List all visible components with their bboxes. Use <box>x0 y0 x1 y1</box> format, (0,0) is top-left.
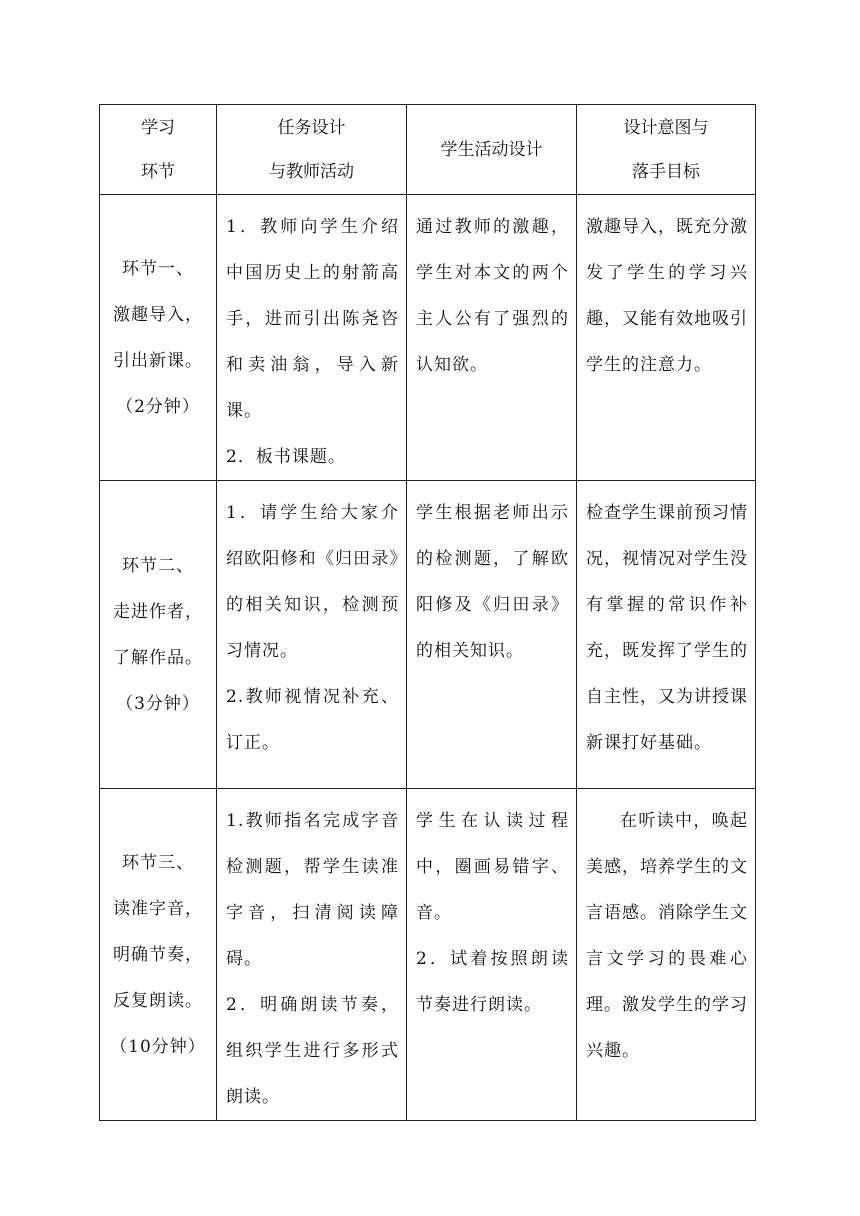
stage-line: （2分钟） <box>116 396 200 417</box>
stage-line: 读准字音， <box>113 898 203 919</box>
table-row <box>100 481 756 789</box>
stage-line: 环节一、 <box>122 258 194 279</box>
stage-line: （10分钟） <box>110 1036 206 1057</box>
teacher-item: 1.教师指名完成字音检测题，帮学生读准字音，扫清阅读障碍。 <box>226 811 399 969</box>
stage-cell <box>100 195 217 481</box>
header-teacher-line-1: 任务设计 <box>277 117 346 138</box>
intent-item: 在听读中，唤起美感，培养学生的文言语感。消除学生文言文学习的畏难心理。激发学生的学习兴趣。 <box>586 811 748 1061</box>
intent-cell <box>577 789 756 1121</box>
header-stage-line-2: 环节 <box>141 161 175 182</box>
teacher-cell <box>217 789 407 1121</box>
student-item: 学生根据老师出示的检测题，了解欧阳修及《归田录》的相关知识。 <box>416 503 569 661</box>
lesson-plan-table <box>99 104 756 1121</box>
stage-line: （3分钟） <box>116 693 200 714</box>
intent-cell <box>577 481 756 789</box>
stage-line: 反复朗读。 <box>113 990 203 1011</box>
stage-cell <box>100 789 217 1121</box>
teacher-item: 2．明确朗读节奏，组织学生进行多形式朗读。 <box>226 995 399 1107</box>
intent-cell <box>577 195 756 481</box>
student-cell <box>407 195 577 481</box>
intent-item: 激趣导入，既充分激发了学生的学习兴趣，又能有效地吸引学生的注意力。 <box>586 217 748 375</box>
student-item: 2．试着按照朗读节奏进行朗读。 <box>416 949 569 1015</box>
stage-cell <box>100 481 217 789</box>
header-intent <box>577 105 756 195</box>
stage-line: 引出新课。 <box>113 350 203 371</box>
header-stage <box>100 105 217 195</box>
header-teacher-line-2: 与教师活动 <box>269 161 354 182</box>
student-item: 通过教师的激趣，学生对本文的两个主人公有了强烈的认知欲。 <box>416 217 569 375</box>
stage-line: 走进作者， <box>113 601 203 622</box>
student-cell <box>407 789 577 1121</box>
table-header-row <box>100 105 756 195</box>
teacher-cell <box>217 195 407 481</box>
table-row <box>100 195 756 481</box>
stage-line: 了解作品。 <box>113 647 203 668</box>
header-intent-line-2: 落手目标 <box>632 161 700 182</box>
teacher-item: 1．教师向学生介绍中国历史上的射箭高手，进而引出陈尧咨和卖油翁，导入新课。 <box>226 217 399 421</box>
stage-line: 激趣导入， <box>113 304 203 325</box>
header-teacher <box>217 105 407 195</box>
stage-line: 明确节奏， <box>113 944 203 965</box>
stage-line: 环节三、 <box>122 852 194 873</box>
header-student-line-1: 学生活动设计 <box>440 139 543 160</box>
table-row <box>100 789 756 1121</box>
header-stage-line-1: 学习 <box>141 117 175 138</box>
teacher-cell <box>217 481 407 789</box>
intent-item: 检查学生课前预习情况，视情况对学生没有掌握的常识作补充，既发挥了学生的自主性，又为讲授课新课打好基础。 <box>586 503 748 753</box>
teacher-item: 2.教师视情况补充、订正。 <box>226 687 399 753</box>
teacher-item: 1．请学生给大家介绍欧阳修和《归田录》的相关知识，检测预习情况。 <box>226 503 399 661</box>
stage-line: 环节二、 <box>122 555 194 576</box>
header-student <box>407 105 577 195</box>
student-item: 学生在认读过程中，圈画易错字、音。 <box>416 811 569 923</box>
header-intent-line-1: 设计意图与 <box>623 117 709 138</box>
student-cell <box>407 481 577 789</box>
teacher-item: 2．板书课题。 <box>226 447 346 467</box>
